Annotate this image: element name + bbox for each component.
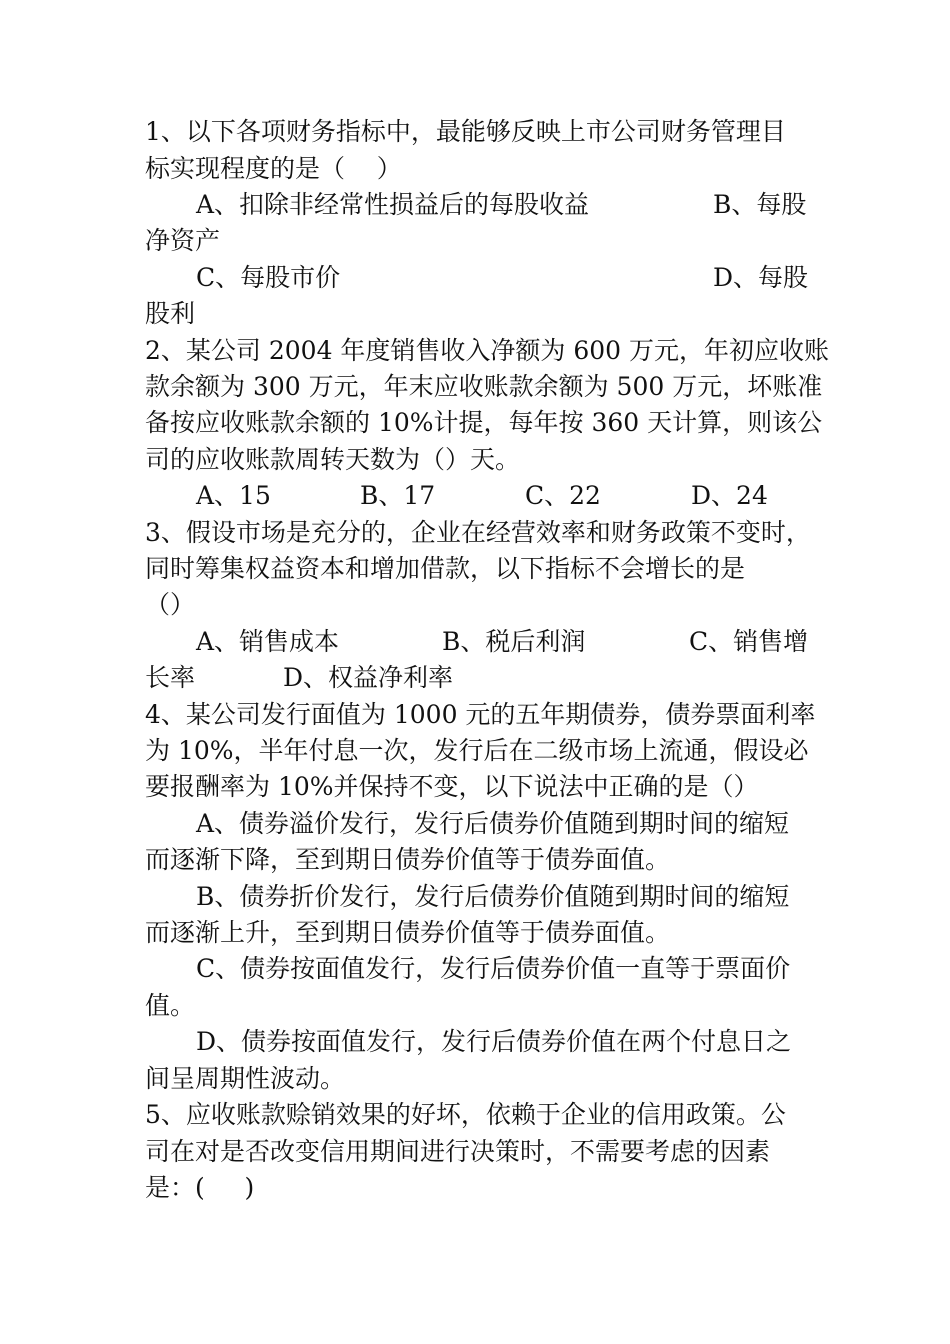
q3-option-c: C、销售增 (689, 627, 809, 656)
q4-option-b: B、债券折价发行，发行后债券价值随到期时间的缩短 (196, 882, 790, 911)
q2-stem-line-2 (0, 369, 950, 405)
q1-stem-text-1: 1、以下各项财务指标中，最能够反映上市公司财务管理目 (145, 117, 786, 146)
q3-options-line-2 (0, 660, 950, 696)
q2-option-d: D、24 (691, 481, 768, 510)
q4-option-b-line-2 (0, 915, 950, 951)
q3-stem-line-2 (0, 551, 950, 587)
q3-stem-text-2: 同时筹集权益资本和增加借款，以下指标不会增长的是 (145, 554, 746, 583)
q4-stem-text-2: 为 10%，半年付息一次，发行后在二级市场上流通，假设必 (145, 736, 809, 765)
q1-option-b-cont: 净资产 (145, 226, 221, 255)
q3-stem-line-1 (0, 515, 950, 551)
q5-stem-text-1: 5、应收账款赊销效果的好坏，依赖于企业的信用政策。公 (145, 1100, 786, 1129)
q4-stem-text-1: 4、某公司发行面值为 1000 元的五年期债券，债券票面利率 (145, 700, 816, 729)
q4-option-a: A、债券溢价发行，发行后债券价值随到期时间的缩短 (196, 809, 790, 838)
q5-stem-line-1 (0, 1097, 950, 1133)
q1-option-b: B、每股 (713, 190, 807, 219)
q3-option-b: B、税后利润 (442, 627, 586, 656)
q2-stem-line-3 (0, 405, 950, 441)
q3-options-line-1 (0, 624, 950, 660)
q4-stem-line-1 (0, 697, 950, 733)
q2-stem-line-4 (0, 442, 950, 478)
q4-option-b-line-1 (0, 879, 950, 915)
q4-option-d-line-2 (0, 1061, 950, 1097)
q5-stem-text-3: 是：( ) (145, 1173, 255, 1202)
q5-stem-line-2 (0, 1134, 950, 1170)
q4-option-a-cont: 而逐渐下降，至到期日债券价值等于债券面值。 (145, 845, 671, 874)
q1-stem-line-2 (0, 151, 950, 187)
q4-stem-line-2 (0, 733, 950, 769)
q1-option-d: D、每股 (713, 263, 809, 292)
q4-option-a-line-1 (0, 806, 950, 842)
q4-option-d-cont: 间呈周期性波动。 (145, 1064, 346, 1093)
q5-stem-line-3 (0, 1170, 950, 1206)
q1-options-line-3 (0, 260, 950, 296)
q2-option-b: B、17 (360, 481, 436, 510)
q1-option-a: A、扣除非经常性损益后的每股收益 (196, 190, 590, 219)
q1-options-line-1 (0, 187, 950, 223)
q1-stem-line-1 (0, 114, 950, 150)
q2-stem-line-1 (0, 333, 950, 369)
q1-option-d-cont: 股利 (145, 299, 196, 328)
q2-option-c: C、22 (525, 481, 601, 510)
q4-option-b-cont: 而逐渐上升，至到期日债券价值等于债券面值。 (145, 918, 671, 947)
q3-stem-line-3 (0, 587, 950, 623)
q4-option-c-line-1 (0, 951, 950, 987)
q2-stem-text-3: 备按应收账款余额的 10%计提，每年按 360 天计算，则该公 (145, 408, 823, 437)
q2-stem-text-1: 2、某公司 2004 年度销售收入净额为 600 万元，年初应收账 (145, 336, 830, 365)
q4-option-c-cont: 值。 (145, 991, 196, 1020)
q4-option-c-line-2 (0, 988, 950, 1024)
q2-stem-text-2: 款余额为 300 万元，年末应收账款余额为 500 万元，坏账准 (145, 372, 823, 401)
q4-stem-text-3: 要报酬率为 10%并保持不变，以下说法中正确的是（） (145, 772, 759, 801)
q2-stem-text-4: 司的应收账款周转天数为（）天。 (145, 445, 521, 474)
q1-stem-text-2: 标实现程度的是（ ） (145, 154, 402, 183)
q4-option-c: C、债券按面值发行，发行后债券价值一直等于票面价 (196, 954, 791, 983)
q4-option-a-line-2 (0, 842, 950, 878)
q1-option-c: C、每股市价 (196, 263, 341, 292)
q2-options-line (0, 478, 950, 514)
q2-option-a: A、15 (196, 481, 271, 510)
q3-option-d: D、权益净利率 (283, 663, 454, 692)
q3-stem-text-3: （） (145, 590, 196, 619)
q3-stem-text-1: 3、假设市场是充分的，企业在经营效率和财务政策不变时， (145, 518, 811, 547)
q5-stem-text-2: 司在对是否改变信用期间进行决策时，不需要考虑的因素 (145, 1137, 771, 1166)
q4-stem-line-3 (0, 769, 950, 805)
q3-option-c-cont: 长率 (145, 663, 196, 692)
q1-options-line-4 (0, 296, 950, 332)
q4-option-d-line-1 (0, 1024, 950, 1060)
q4-option-d: D、债券按面值发行，发行后债券价值在两个付息日之 (196, 1027, 792, 1056)
q1-options-line-2 (0, 223, 950, 259)
q3-option-a: A、销售成本 (196, 627, 340, 656)
